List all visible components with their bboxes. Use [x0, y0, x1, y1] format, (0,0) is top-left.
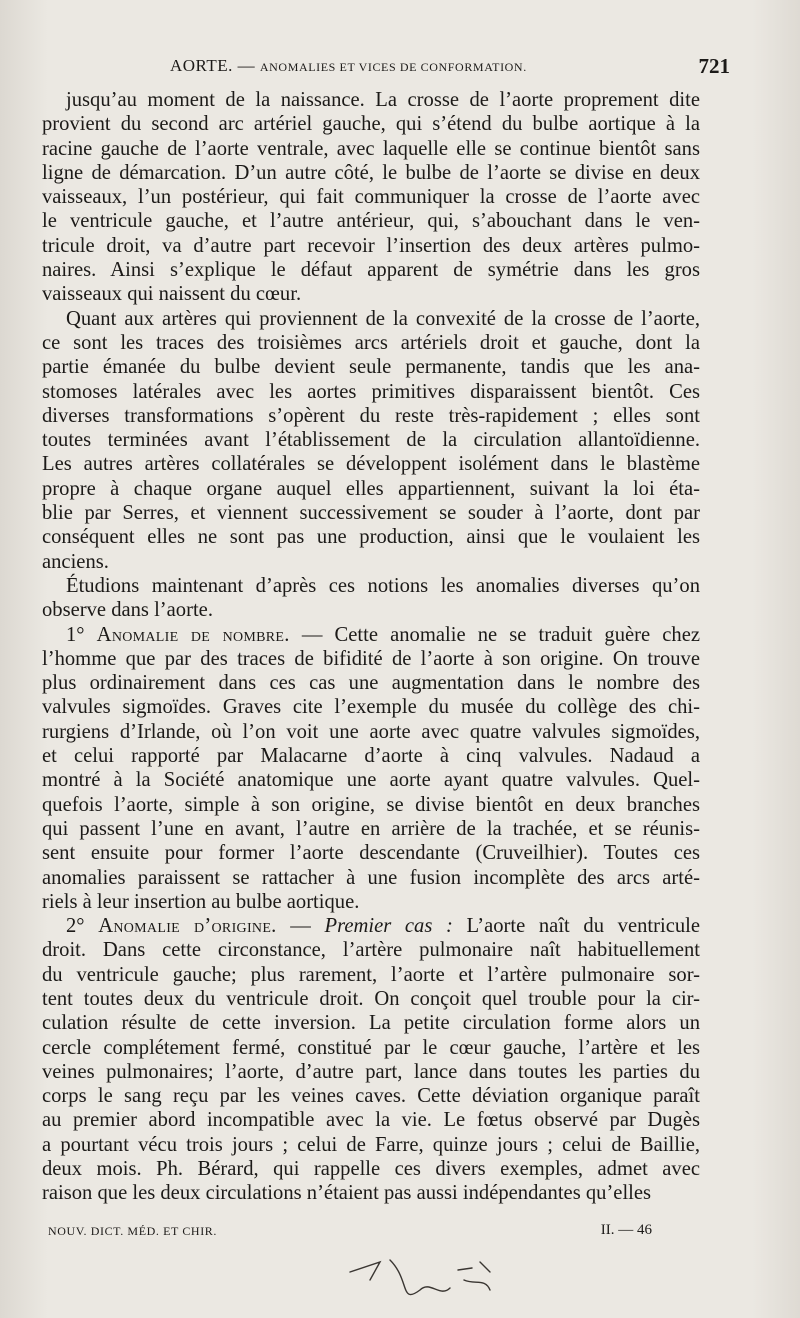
- page-number: 721: [698, 54, 730, 78]
- text-line: conséquent elles ne sont pas une production, ainsi que le voulaient les: [42, 526, 700, 549]
- text-line: tricule droit, va d’autre part recevoir l’insertion des deux artères pulmo-: [42, 234, 700, 257]
- text-line: plus ordinairement dans ces cas une augmentation dans le nombre des: [42, 672, 700, 695]
- text-line: quefois l’aorte, simple à son origine, se divise bientôt en deux branches: [42, 793, 700, 816]
- text-line: deux mois. Ph. Bérard, qui rappelle ces divers exemples, admet avec: [42, 1158, 700, 1181]
- text-line: ligne de démarcation. D’un autre côté, le bulbe de l’aorte se divise en deux: [42, 161, 700, 184]
- running-title-sub: ANOMALIES ET VICES DE CONFORMATION.: [259, 60, 527, 74]
- text-line: jusqu’au moment de la naissance. La crosse de l’aorte proprement dite: [66, 89, 700, 111]
- paragraph: [42, 88, 700, 307]
- section-heading-line: [42, 914, 700, 938]
- text-line: veines pulmonaires; l’aorte, d’autre part, lance dans toutes les parties du: [42, 1060, 700, 1083]
- text-line: l’homme que par des traces de bifidité de l’aorte à son origine. On trouve: [42, 647, 700, 670]
- text-line: blie par Serres, et viennent successivement se souder à l’aorte, dont par: [42, 502, 700, 525]
- running-title-main: AORTE. —: [170, 56, 256, 75]
- text-line: ce sont les traces des troisièmes arcs artériels droit et gauche, dont la: [42, 331, 700, 354]
- running-header: [42, 54, 730, 86]
- section-dash: —: [276, 915, 325, 938]
- text-line: anomalies paraissent se rattacher à une fusion incomplète des arcs arté-: [42, 866, 700, 889]
- running-title: [170, 56, 527, 76]
- paragraph: [42, 574, 700, 623]
- footer-volume-sheet: II. — 46: [600, 1222, 652, 1238]
- text-line: a pourtant vécu trois jours ; celui de Farre, quinze jours ; celui de Baillie,: [42, 1133, 700, 1156]
- text-line: rurgiens d’Irlande, où l’on voit une aorte avec quatre valvules sigmoïdes,: [42, 720, 700, 743]
- section-case-label: Premier cas :: [324, 915, 453, 938]
- body-text: [42, 88, 700, 1206]
- text-line: Étudions maintenant d’après ces notions les anomalies diverses qu’on: [66, 574, 700, 597]
- text-line: tent toutes deux du ventricule droit. On conçoit quel trouble pour la cir-: [42, 987, 700, 1010]
- text-line: riels à leur insertion au bulbe aortique.: [42, 890, 360, 913]
- text-line: qui passent l’une en avant, l’autre en arrière de la trachée, et se réunis-: [42, 817, 700, 840]
- text-line: diverses transformations s’opèrent du reste très-rapidement ; elles sont: [42, 404, 700, 427]
- text-line: observe dans l’aorte.: [42, 599, 213, 622]
- text-line: vaisseaux, l’un postérieur, qui fait communiquer la crosse de l’aorte avec: [42, 186, 700, 209]
- footer-signature: NOUV. DICT. MÉD. ET CHIR.: [48, 1224, 218, 1238]
- section-number: 1°: [66, 623, 97, 646]
- text-line: sent ensuite pour former l’aorte descendante (Cruveilhier). Toutes ces: [42, 842, 700, 865]
- text-line: anciens.: [42, 550, 109, 573]
- text-line: Les autres artères collatérales se développent isolément dans le blastème: [42, 453, 700, 476]
- text-line: Quant aux artères qui proviennent de la convexité de la crosse de l’aorte,: [66, 307, 700, 330]
- section-heading-line: [42, 623, 700, 647]
- text-line: provient du second arc artériel gauche, qui s’étend du bulbe aortique à la: [42, 113, 700, 136]
- handwritten-scribble: [340, 1250, 510, 1310]
- paragraph: [42, 623, 700, 915]
- section-label: Anomalie de nombre.: [96, 623, 290, 646]
- section-heading-rest: L’aorte naît du ventricule: [452, 915, 701, 938]
- text-line: cercle complétement fermé, constitué par le cœur gauche, l’artère et les: [42, 1036, 700, 1059]
- section-heading-rest: — Cette anomalie ne se traduit guère chez: [289, 623, 700, 646]
- text-line: raison que les deux circulations n’étaient pas aussi indépendantes qu’elles: [42, 1182, 652, 1205]
- text-line: propre à chaque organe auquel elles appartiennent, suivant la loi éta-: [42, 477, 700, 500]
- text-line: du ventricule gauche; plus rarement, l’aorte et l’artère pulmonaire sor-: [42, 963, 700, 986]
- text-line: toutes terminées avant l’établissement de la circulation allantoïdienne.: [42, 429, 700, 452]
- section-number: 2°: [66, 915, 99, 938]
- text-line: stomoses latérales avec les aortes primitives disparaissent bientôt. Ces: [42, 380, 700, 403]
- text-line: naires. Ainsi s’explique le défaut apparent de symétrie dans les gros: [42, 259, 700, 282]
- text-line: culation résulte de cette inversion. La petite circulation forme alors un: [42, 1012, 700, 1035]
- text-line: corps le sang reçu par les veines caves. Cette déviation organique paraît: [42, 1085, 700, 1108]
- paragraph: [42, 307, 700, 574]
- text-line: droit. Dans cette circonstance, l’artère pulmonaire naît habituellement: [42, 939, 700, 962]
- page-footer: [48, 1222, 652, 1242]
- section-label: Anomalie d’origine.: [98, 915, 277, 938]
- text-line: montré à la Société anatomique une aorte ayant quatre valvules. Quel-: [42, 769, 700, 792]
- text-line: vaisseaux qui naissent du cœur.: [42, 283, 302, 306]
- text-line: valvules sigmoïdes. Graves cite l’exemple du musée du collège des chi-: [42, 696, 700, 719]
- text-line: le ventricule gauche, et l’autre antérieur, qui, s’abouchant dans le ven-: [42, 210, 700, 233]
- text-line: et celui rapporté par Malacarne d’aorte à cinq valvules. Nadaud a: [42, 745, 700, 768]
- text-line: racine gauche de l’aorte ventrale, avec laquelle elle se continue bientôt sans: [42, 137, 700, 160]
- text-line: partie émanée du bulbe devient seule permanente, tandis que les ana-: [42, 356, 700, 379]
- paragraph: [42, 914, 700, 1206]
- text-line: au premier abord incompatible avec la vie. Le fœtus observé par Dugès: [42, 1109, 700, 1132]
